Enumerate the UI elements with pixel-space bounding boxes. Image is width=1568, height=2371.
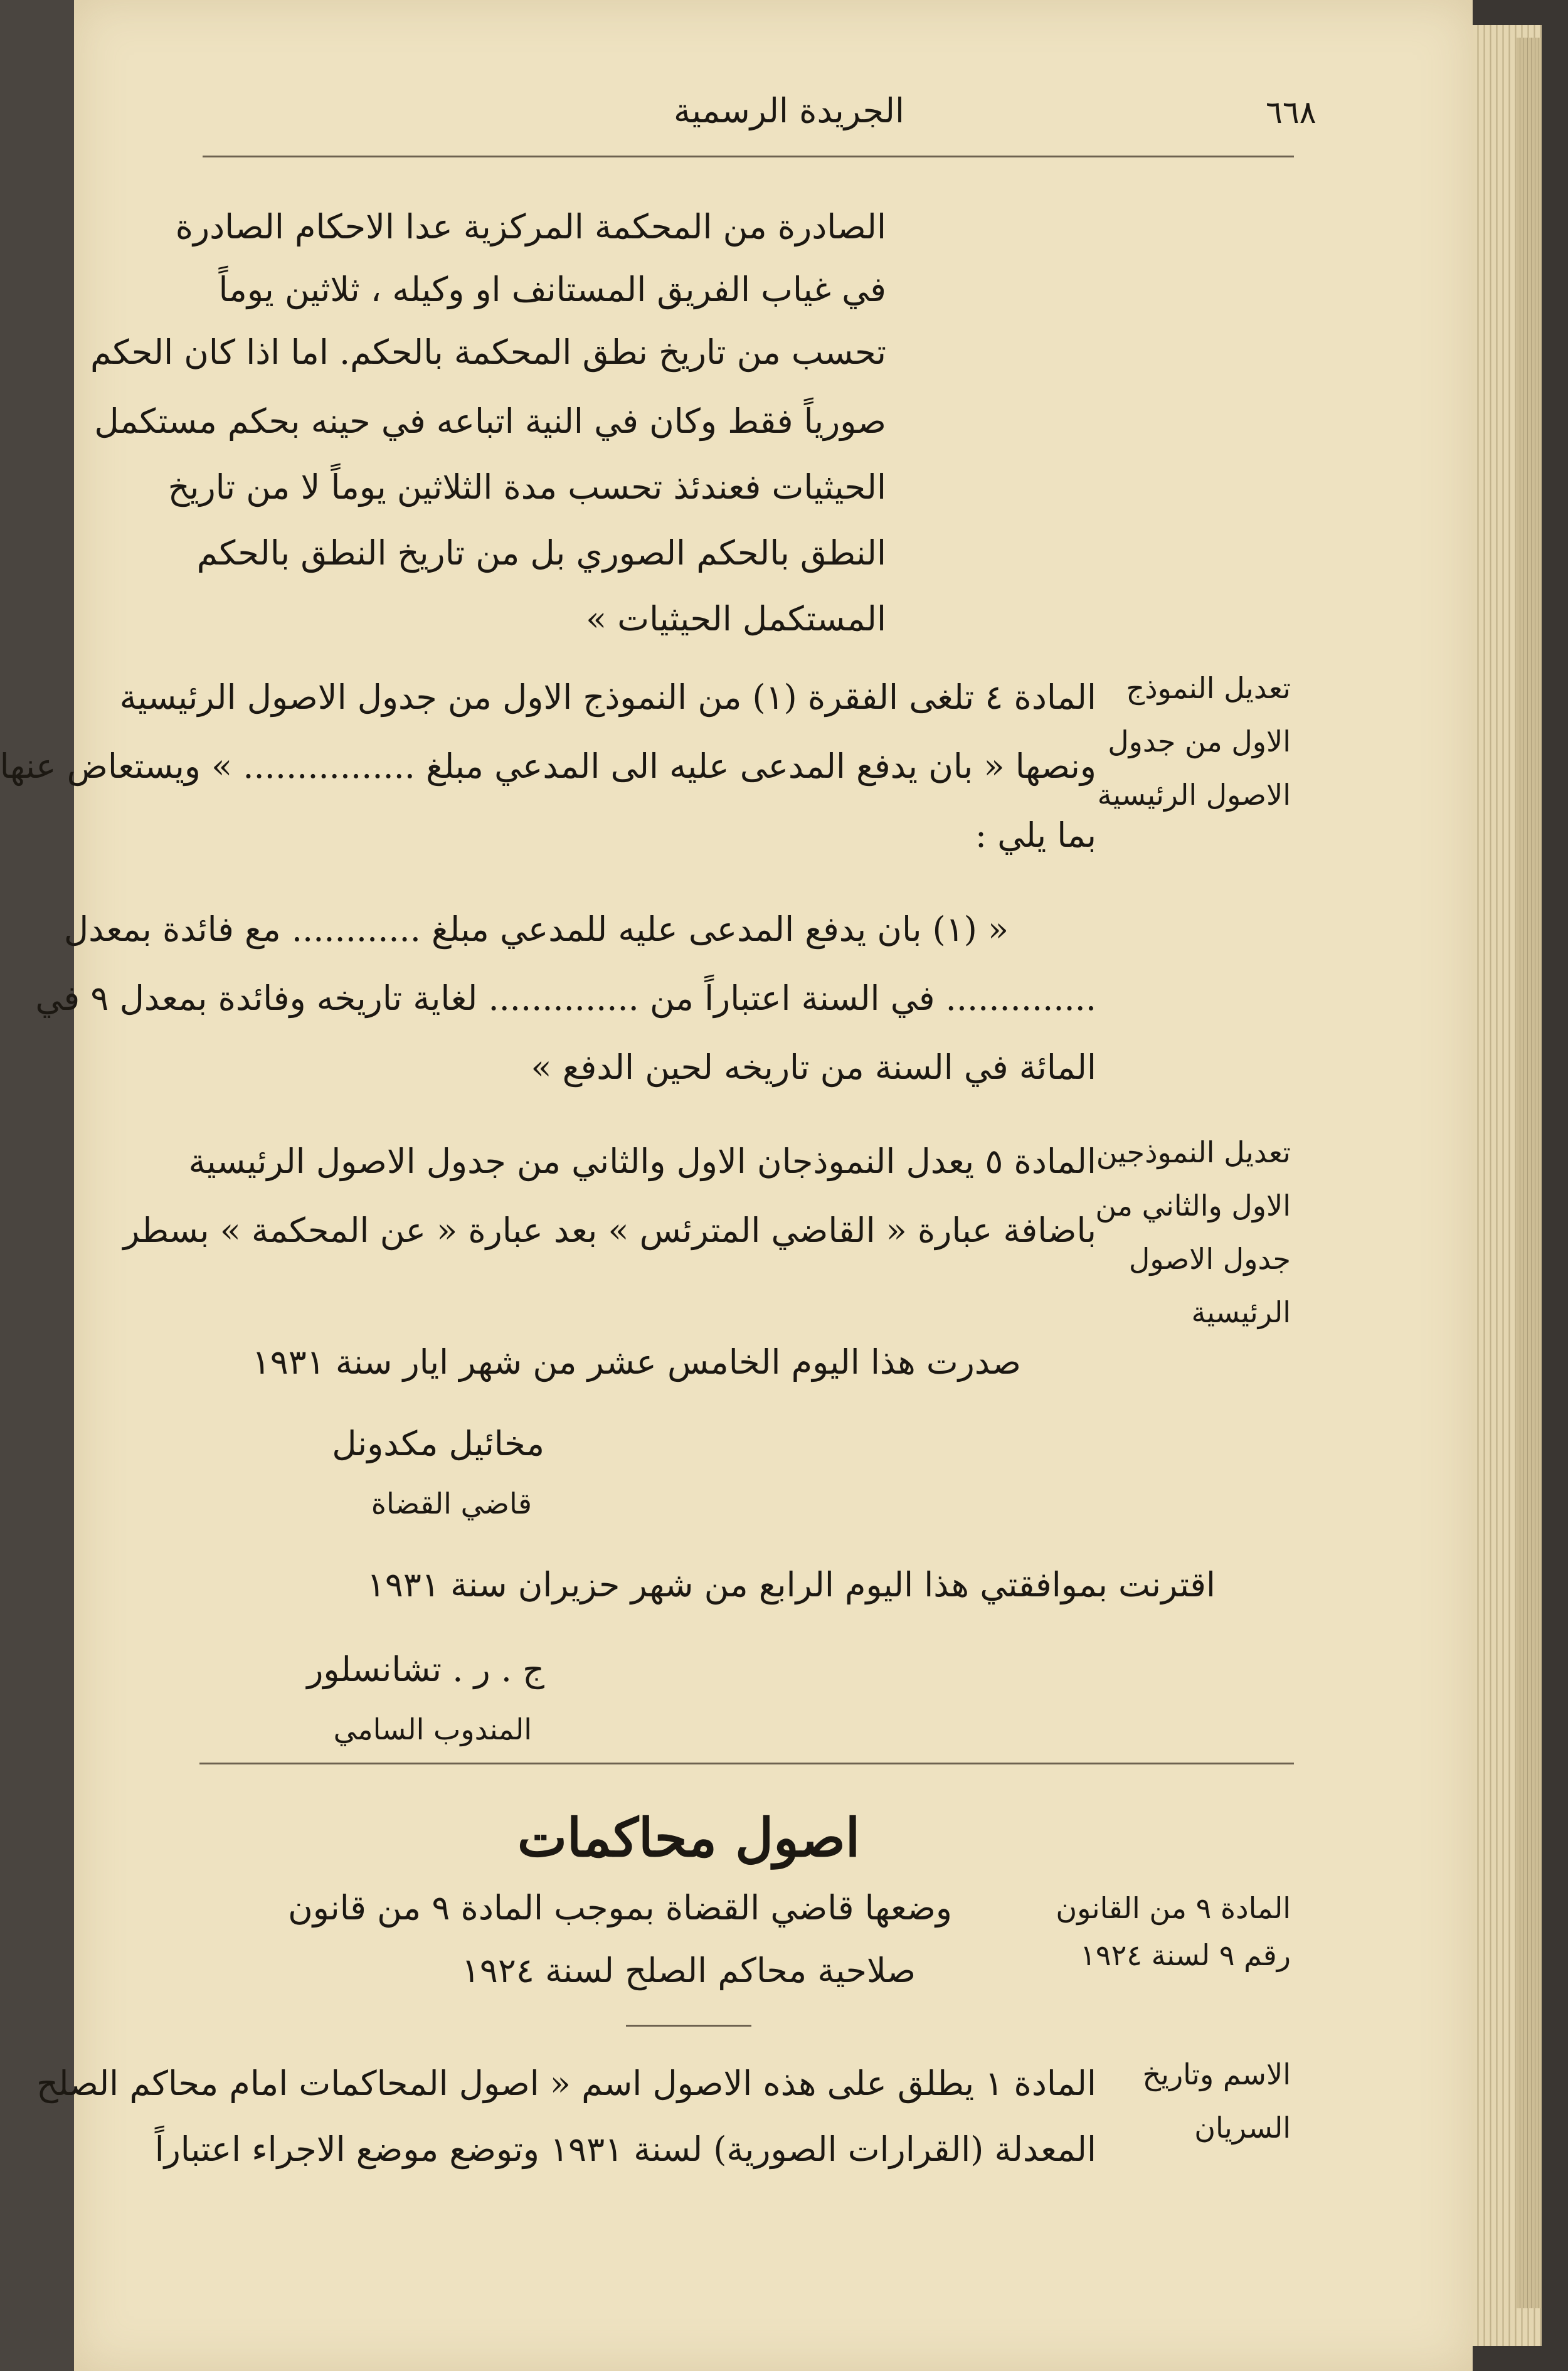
page-edge-shadow: [1517, 38, 1542, 2308]
article-line: باضافة عبارة « القاضي المترئس » بعد عبارة « عن المحكمة » بسطر: [123, 1211, 1096, 1250]
issued-date-line: صدرت هذا اليوم الخامس عشر من شهر ايار سنة ١٩٣١: [252, 1342, 1021, 1382]
signer-name: مخائيل مكدونل: [332, 1424, 544, 1463]
margin-note: الرئيسية: [1191, 1295, 1291, 1329]
margin-note: الاول من جدول: [1108, 724, 1291, 758]
quote-line: المائة في السنة من تاريخه لحين الدفع »: [531, 1048, 1096, 1087]
margin-note: الاسم وتاريخ: [1142, 2057, 1291, 2091]
margin-note: تعديل النموذجين: [1096, 1135, 1291, 1169]
body-line: النطق بالحكم الصوري بل من تاريخ النطق بالحكم: [196, 533, 886, 573]
article-line: ونصها « بان يدفع المدعى عليه الى المدعي مبلغ ................ » ويستعاض عنها: [0, 746, 1096, 786]
article-line: المادة ٥ يعدل النموذجان الاول والثاني من جدول الاصول الرئيسية: [188, 1142, 1096, 1181]
subtitle-rule: [626, 2025, 751, 2027]
body-line: تحسب من تاريخ نطق المحكمة بالحكم. اما اذا كان الحكم: [90, 332, 886, 372]
article-line: بما يلي :: [975, 815, 1096, 855]
signer-role: قاضي القضاة: [371, 1487, 532, 1520]
header-rule: [203, 156, 1294, 157]
body-line: المستكمل الحيثيات »: [586, 599, 886, 639]
quote-line: .............. في السنة اعتباراً من .............. لغاية تاريخه وفائدة بمعدل ٩ في: [35, 979, 1096, 1018]
article-line: المادة ١ يطلق على هذه الاصول اسم « اصول المحاكمات امام محاكم الصلح: [36, 2064, 1096, 2103]
signer-role: المندوب السامي: [333, 1712, 532, 1746]
article-line: المادة ٤ تلغى الفقرة (١) من النموذج الاول من جدول الاصول الرئيسية: [119, 677, 1096, 717]
body-line: في غياب الفريق المستانف او وكيله ، ثلاثين يوماً: [218, 270, 886, 309]
margin-note: الاصول الرئيسية: [1097, 778, 1291, 812]
signer-name: ج . ر . تشانسلور: [307, 1650, 544, 1689]
margin-note: تعديل النموذج: [1126, 671, 1291, 705]
body-line: الصادرة من المحكمة المركزية عدا الاحكام الصادرة: [175, 207, 886, 247]
approval-line: اقترنت بموافقتي هذا اليوم الرابع من شهر حزيران سنة ١٩٣١: [366, 1565, 1216, 1605]
article-line: المعدلة (القرارات الصورية) لسنة ١٩٣١ وتوضع موضع الاجراء اعتباراً: [154, 2130, 1096, 2169]
margin-note: جدول الاصول: [1128, 1242, 1291, 1276]
body-line: صورياً فقط وكان في النية اتباعه في حينه بحكم مستكمل: [94, 401, 886, 441]
margin-note: السريان: [1194, 2111, 1291, 2145]
margin-note: رقم ٩ لسنة ١٩٢٤: [1080, 1938, 1291, 1972]
page-header-title: الجريدة الرسمية: [674, 91, 904, 130]
section-subtitle: وضعها قاضي القضاة بموجب المادة ٩ من قانون: [288, 1888, 952, 1928]
body-line: الحيثيات فعندئذ تحسب مدة الثلاثين يوماً لا من تاريخ: [167, 467, 886, 507]
margin-note: المادة ٩ من القانون: [1056, 1891, 1291, 1925]
page-number: ٦٦٨: [1266, 94, 1316, 130]
section-rule: [199, 1763, 1294, 1764]
margin-note: الاول والثاني من: [1095, 1189, 1291, 1223]
section-subtitle: صلاحية محاكم الصلح لسنة ١٩٢٤: [461, 1951, 916, 1990]
quote-line: « (١) بان يدفع المدعى عليه للمدعي مبلغ ............ مع فائدة بمعدل: [63, 910, 1009, 949]
section-title: اصول محاكمات: [517, 1806, 861, 1869]
